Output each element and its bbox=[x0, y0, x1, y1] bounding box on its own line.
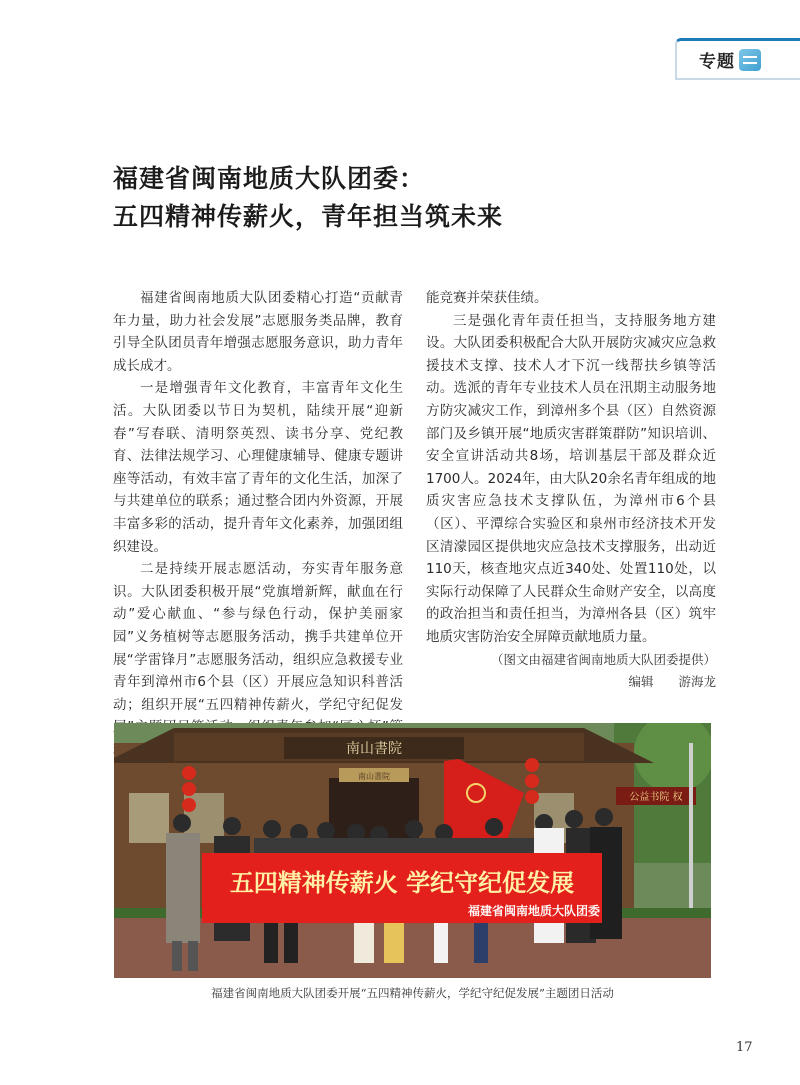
paragraph: 二是持续开展志愿活动，夯实青年服务意识。大队团委积极开展“党旗增新辉，献血在行动”爱心献血、“参与绿色行动，保护美丽家园”义务植树等志愿服务活动，携手共建单位开展“学雷锋月”志愿服务活动，组织应急救援专业青年到漳州市6个县（区）开展应急知识科普活动；组织开展“五四精神传薪火，学纪守纪促发 bbox=[113, 561, 403, 713]
chat-bubble-icon bbox=[739, 49, 761, 71]
body-column-right bbox=[426, 287, 716, 693]
photo-caption: 福建省闽南地质大队团委开展“五四精神传薪火，学纪守纪促发展”主题团日活动 bbox=[211, 986, 614, 1000]
banner-sub-text: 福建省闽南地质大队团委 bbox=[467, 904, 601, 918]
paragraph: 三是强化青年责任担当，支持服务地方建设。大队团委积极配合大队开展防灾减灾应急救援技术支撑、技术人才下沉一线帮扶乡镇等活动。选派的青年专业技术人员在汛期主动服务地方防灾减灾工作，到漳州多个县（区）自然资源部门及乡镇开展“地质灾害群策群防”知识培训、安全宣讲活动共8场，培训基层干部及群众近1700人。2024年，由大队20余名青年组成的地质灾害应急技术支撑队伍，为漳州市6个县（区）、平潭综合实验区和泉州市经济技术开发区清濛园区提供地灾应急技术支撑服务，出动近110天，核查地灾点近340处、处置110处，以实际行动保障了人民群众生命财产安全，以高度的政治担当和责任担当，为漳州各县（区）筑牢地质灾害防治安全屏障贡献地质力量。 bbox=[426, 312, 716, 645]
paragraph: 福建省闽南地质大队团委精心打造“贡献青年力量，助力社会发展”志愿服务类品牌，教育引导全队团员青年增强志愿服务意识，助力青年成长成才。 bbox=[113, 290, 403, 374]
section-tab bbox=[675, 38, 800, 80]
article-title-line-1: 福建省闽南地质大队团委： bbox=[113, 164, 426, 193]
paragraph-continuation: 能竞赛并荣获佳绩。 bbox=[426, 290, 548, 306]
body-column-left bbox=[113, 287, 403, 761]
building-sign: 南山書院 bbox=[346, 741, 402, 757]
group-photo bbox=[114, 723, 711, 978]
article-title bbox=[113, 160, 713, 236]
article-title-line-2: 五四精神传薪火，青年担当筑未来 bbox=[113, 202, 504, 231]
section-label: 专题 bbox=[699, 52, 735, 72]
paragraph: 一是增强青年文化教育，丰富青年文化生活。大队团委以节日为契机，陆续开展“迎新春”写春联、清明祭英烈、读书分享、党纪教育、法律法规学习、心理健康辅导、健康专题讲座等活动，有效丰富了青年的文化生活，加深了与共建单位的联系；通过整合团内外资源，开展丰富多彩的活动，提升青年文化素养，加强团组织建设。 bbox=[113, 380, 403, 555]
door-plaque: 南山書院 bbox=[358, 772, 390, 781]
side-sign: 公益书院 权 bbox=[629, 792, 683, 803]
page-number: 17 bbox=[736, 1040, 753, 1055]
banner-main-text: 五四精神传薪火 学纪守纪促发展 bbox=[229, 869, 575, 897]
editor-credit: 编辑 游海龙 bbox=[628, 673, 716, 689]
source-credit: （图文由福建省闽南地质大队团委提供） bbox=[490, 651, 716, 667]
